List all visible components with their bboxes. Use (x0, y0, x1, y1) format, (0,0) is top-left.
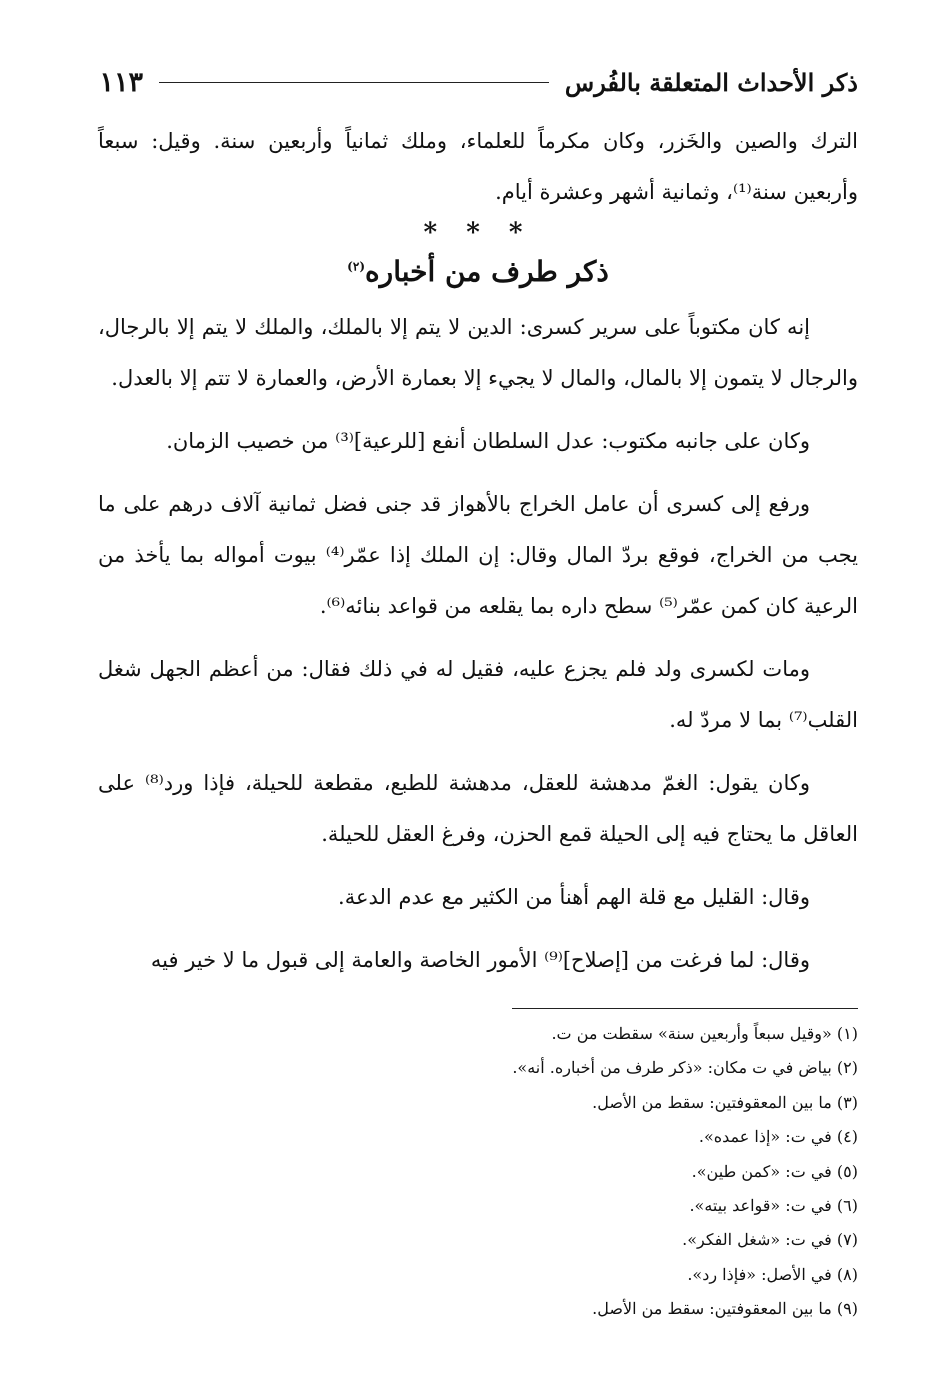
running-header (98, 58, 858, 106)
footnote-item: (٣) ما بين المعقوفتين: سقط من الأصل. (592, 1092, 858, 1112)
body-paragraph: إنه كان مكتوباً على سرير كسرى: الدين لا يتم إلا بالملك، والملك لا يتم إلا بالرجال، والرجال لا يتمون إلا بالمال، والمال لا يجيء إلا بعمارة الأرض، والعمارة لا تتم إلا بالعدل. (98, 315, 858, 390)
footnote-item: (٨) في الأصل: «فإذا رد». (687, 1264, 858, 1284)
footnote-separator (512, 1008, 858, 1009)
footnote-item: (٩) ما بين المعقوفتين: سقط من الأصل. (592, 1299, 858, 1319)
body-paragraph: وقال: القليل مع قلة الهم أهنأ من الكثير مع عدم الدعة. (338, 885, 810, 909)
body-paragraph: وكان على جانبه مكتوب: عدل السلطان أنفع [للرعية]⁽³⁾ من خصيب الزمان. (166, 429, 810, 453)
footnote-item: (٦) في ت: «قواعد بيته». (689, 1196, 858, 1216)
footnote-item: (٢) بياض في ت مكان: «ذكر طرف من أخباره. أنه». (512, 1058, 858, 1078)
section-title-text: ذكر طرف من أخباره (365, 255, 609, 288)
book-page (98, 58, 858, 1327)
footnote-item: (١) «وقيل سبعاً وأربعين سنة» سقطت من ت. (551, 1024, 858, 1043)
footnote-item: (٤) في ت: «إذا عمده». (698, 1127, 858, 1147)
section-title (98, 248, 858, 296)
body-paragraph: الترك والصين والخَزر، وكان مكرماً للعلماء، وملك ثمانياً وأربعين سنة. وقيل: سبعاً وأربعين سنة⁽¹⁾، وثمانية أشهر وعشرة أيام. (98, 129, 858, 204)
page-number: ١١٣ (99, 66, 143, 98)
chapter-title: ذكر الأحداث المتعلقة بالفُرس (564, 67, 858, 97)
footnote-item: (٥) في ت: «كمن طين». (691, 1161, 858, 1181)
body-paragraph: ومات لكسرى ولد فلم يجزع عليه، فقيل له في ذلك فقال: من أعظم الجهل شغل القلب⁽⁷⁾ بما لا مردّ له. (98, 657, 858, 732)
footnotes (98, 1017, 858, 1327)
footnote-item: (٧) في ت: «شغل الفكر». (682, 1230, 858, 1250)
body-paragraph: وكان يقول: الغمّ مدهشة للعقل، مدهشة للطبع، مقطعة للحيلة، فإذا ورد⁽⁸⁾ على العاقل ما يحتاج فيه إلى الحيلة قمع الحزن، وفرغ العقل للحيلة. (98, 771, 858, 846)
header-rule (159, 82, 549, 83)
body-paragraph: وقال: لما فرغت من [إصلاح]⁽⁹⁾ الأمور الخاصة والعامة إلى قبول ما لا خير فيه (150, 948, 810, 972)
section-title-note: (٢) (347, 259, 365, 274)
section-ornament: * * * (423, 218, 533, 248)
body-paragraph: ورفع إلى كسرى أن عامل الخراج بالأهواز قد جنى فضل ثمانية آلاف درهم على ما يجب من الخراج، فوقع بردّ المال وقال: إن الملك إذا عمّر⁽⁴⁾ بيوت أمواله بما يأخذ من الرعية كان كمن عمّر⁽⁵⁾ سطح داره بما يقلعه من قواعد بنائه⁽⁶⁾. (98, 492, 858, 618)
